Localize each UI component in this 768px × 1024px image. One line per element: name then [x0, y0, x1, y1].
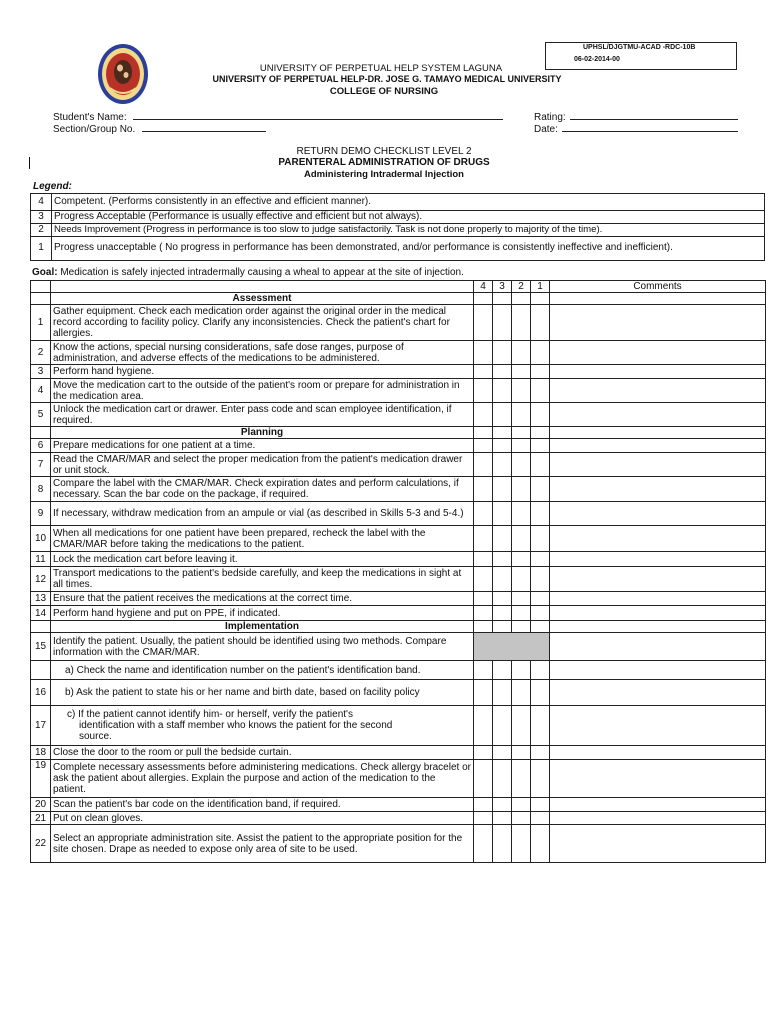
- score-cell[interactable]: [474, 606, 493, 621]
- score-cell[interactable]: [493, 760, 512, 798]
- step-text: Know the actions, special nursing considerations, safe dose ranges, purpose of administration, and adverse effects of the medications to be administered.: [51, 341, 474, 365]
- legend-text: Progress unacceptable ( No progress in performance has been demonstrated, and/or performance is consistently ineffective and inefficient).: [52, 237, 765, 261]
- step-number: 14: [31, 606, 51, 621]
- legend-score: 1: [31, 237, 52, 261]
- date-label: Date:: [534, 124, 558, 135]
- step-number: 6: [31, 439, 51, 453]
- table-row: [31, 403, 766, 427]
- step-number: 5: [31, 403, 51, 427]
- step-number: 17: [31, 706, 51, 746]
- legend-table: [30, 193, 765, 261]
- comment-cell[interactable]: [550, 305, 766, 341]
- shaded-score-cell: [474, 633, 550, 661]
- checklist-level-title: RETURN DEMO CHECKLIST LEVEL 2: [296, 146, 472, 157]
- score-cell[interactable]: [474, 706, 493, 746]
- score-cell[interactable]: [493, 746, 512, 760]
- legend-row: [31, 237, 765, 261]
- score-cell[interactable]: [531, 439, 550, 453]
- score-cell[interactable]: [512, 680, 531, 706]
- legend-text: Competent. (Performs consistently in an effective and efficient manner).: [52, 194, 765, 211]
- section-row-implementation: [31, 621, 766, 633]
- section-field: [53, 122, 266, 135]
- step-number: 12: [31, 567, 51, 592]
- comment-cell[interactable]: [550, 403, 766, 427]
- score-cell[interactable]: [474, 477, 493, 502]
- score-cell[interactable]: [531, 365, 550, 379]
- score-cell[interactable]: [474, 341, 493, 365]
- table-row: [31, 825, 766, 863]
- score-cell[interactable]: [512, 825, 531, 863]
- score-cell[interactable]: [474, 680, 493, 706]
- step-number: 13: [31, 592, 51, 606]
- score-cell[interactable]: [493, 680, 512, 706]
- step-text: Gather equipment. Check each medication order against the original order in the medical record according to facility policy. Clarify any inconsistencies. Check the patient's chart for allergies.: [51, 305, 474, 341]
- score-cell[interactable]: [531, 341, 550, 365]
- step-text: Identify the patient. Usually, the patient should be identified using two methods. Compare information with the CMAR/MAR.: [51, 633, 474, 661]
- table-row: [31, 592, 766, 606]
- comments-col-header: Comments: [550, 281, 766, 293]
- legend-text: Needs Improvement (Progress in performance is too slow to judge satisfactorily. Task is not done properly to majority of the time).: [52, 224, 765, 237]
- date-field: [534, 122, 738, 135]
- step-text: Scan the patient's bar code on the identification band, if required.: [51, 798, 474, 812]
- score-cell[interactable]: [531, 403, 550, 427]
- comment-cell[interactable]: [550, 477, 766, 502]
- score-cell[interactable]: [512, 502, 531, 526]
- step-number: 11: [31, 552, 51, 567]
- step-text: [51, 706, 474, 746]
- score-cell[interactable]: [531, 746, 550, 760]
- legend-title: Legend:: [33, 181, 72, 192]
- table-row: [31, 567, 766, 592]
- goal-statement: [32, 267, 464, 278]
- step-text: When all medications for one patient have been prepared, recheck the label with the CMAR/MAR before taking the medications to the patient.: [51, 526, 474, 552]
- section-title: Planning: [51, 427, 474, 439]
- score-cell[interactable]: [512, 592, 531, 606]
- legend-score: 3: [31, 211, 52, 224]
- student-name-label: Student's Name:: [53, 112, 127, 123]
- university-system-name: UNIVERSITY OF PERPETUAL HELP SYSTEM LAGUNA: [259, 63, 503, 74]
- comment-cell[interactable]: [550, 365, 766, 379]
- table-row: [31, 760, 766, 798]
- score-cell[interactable]: [493, 606, 512, 621]
- score-cell[interactable]: [493, 453, 512, 477]
- score-cell[interactable]: [493, 477, 512, 502]
- score-cell[interactable]: [474, 365, 493, 379]
- step-text: Move the medication cart to the outside of the patient's room or prepare for administration in the medication area.: [51, 379, 474, 403]
- score-col-4-header: 4: [474, 281, 493, 293]
- legend-row: [31, 224, 765, 237]
- step-number: 9: [31, 502, 51, 526]
- step-number: 10: [31, 526, 51, 552]
- section-title: Implementation: [51, 621, 474, 633]
- college-name: COLLEGE OF NURSING: [329, 86, 439, 97]
- score-cell[interactable]: [474, 661, 493, 680]
- score-cell[interactable]: [474, 453, 493, 477]
- section-line[interactable]: [142, 122, 266, 132]
- step-number: 16: [31, 680, 51, 706]
- table-row: [31, 746, 766, 760]
- step-text: Perform hand hygiene and put on PPE, if indicated.: [51, 606, 474, 621]
- comment-cell[interactable]: [550, 633, 766, 661]
- score-cell[interactable]: [512, 403, 531, 427]
- score-cell[interactable]: [493, 403, 512, 427]
- table-row: [31, 661, 766, 680]
- step-number: 18: [31, 746, 51, 760]
- step-text: Put on clean gloves.: [51, 812, 474, 825]
- table-row: [31, 502, 766, 526]
- score-cell[interactable]: [493, 341, 512, 365]
- table-row: [31, 439, 766, 453]
- score-cell[interactable]: [512, 706, 531, 746]
- score-cell[interactable]: [493, 592, 512, 606]
- score-cell[interactable]: [531, 760, 550, 798]
- table-row: [31, 706, 766, 746]
- step-number: 4: [31, 379, 51, 403]
- table-row: [31, 341, 766, 365]
- table-row: [31, 453, 766, 477]
- score-cell[interactable]: [512, 365, 531, 379]
- step-text-body: c) If the patient cannot identify him- or herself, verify the patient's identification with a staff member who knows the patient for the second source.: [67, 709, 393, 742]
- step-number: 21: [31, 812, 51, 825]
- section-title: Assessment: [51, 293, 474, 305]
- score-cell[interactable]: [474, 825, 493, 863]
- step-number: 19: [31, 760, 51, 798]
- section-row-assessment: [31, 293, 766, 305]
- table-row: [31, 552, 766, 567]
- rating-line[interactable]: [570, 110, 738, 120]
- score-cell[interactable]: [512, 439, 531, 453]
- comment-cell[interactable]: [550, 341, 766, 365]
- score-cell[interactable]: [531, 592, 550, 606]
- score-cell[interactable]: [531, 453, 550, 477]
- score-cell[interactable]: [512, 305, 531, 341]
- score-cell[interactable]: [474, 798, 493, 812]
- step-number: 3: [31, 365, 51, 379]
- step-text: Unlock the medication cart or drawer. Enter pass code and scan employee identification, if required.: [51, 403, 474, 427]
- score-col-1-header: 1: [531, 281, 550, 293]
- score-cell[interactable]: [474, 439, 493, 453]
- score-cell[interactable]: [531, 379, 550, 403]
- step-text: [51, 661, 474, 680]
- score-cell[interactable]: [531, 812, 550, 825]
- table-row: [31, 606, 766, 621]
- step-text: Complete necessary assessments before administering medications. Check allergy bracelet or ask the patient about allergies. Explain the purpose and action of the medication to the patient.: [51, 760, 474, 798]
- score-cell[interactable]: [474, 812, 493, 825]
- score-cell[interactable]: [512, 746, 531, 760]
- score-cell[interactable]: [474, 592, 493, 606]
- score-cell[interactable]: [512, 812, 531, 825]
- score-cell[interactable]: [512, 477, 531, 502]
- score-cell[interactable]: [474, 403, 493, 427]
- comment-cell[interactable]: [550, 661, 766, 680]
- score-cell[interactable]: [531, 680, 550, 706]
- score-cell[interactable]: [512, 526, 531, 552]
- score-cell[interactable]: [474, 567, 493, 592]
- score-cell[interactable]: [531, 305, 550, 341]
- procedure-title: Administering Intradermal Injection: [304, 169, 464, 180]
- score-cell[interactable]: [531, 825, 550, 863]
- table-row: [31, 365, 766, 379]
- legend-text: Progress Acceptable (Performance is usually effective and efficient but not always).: [52, 211, 765, 224]
- section-label: Section/Group No.: [53, 124, 136, 135]
- comment-cell[interactable]: [550, 502, 766, 526]
- score-cell[interactable]: [512, 760, 531, 798]
- comment-cell[interactable]: [550, 526, 766, 552]
- step-number: 8: [31, 477, 51, 502]
- step-text: Prepare medications for one patient at a time.: [51, 439, 474, 453]
- comment-cell[interactable]: [550, 567, 766, 592]
- comment-cell[interactable]: [550, 453, 766, 477]
- score-cell[interactable]: [493, 706, 512, 746]
- legend-score: 4: [31, 194, 52, 211]
- table-row: [31, 812, 766, 825]
- comment-cell[interactable]: [550, 760, 766, 798]
- step-text: If necessary, withdraw medication from an ampule or vial (as described in Skills 5-3 and 5-4.): [51, 502, 474, 526]
- step-text: Perform hand hygiene.: [51, 365, 474, 379]
- step-text: Close the door to the room or pull the bedside curtain.: [51, 746, 474, 760]
- score-cell[interactable]: [474, 502, 493, 526]
- step-number: 20: [31, 798, 51, 812]
- score-cell[interactable]: [531, 706, 550, 746]
- comment-cell[interactable]: [550, 812, 766, 825]
- table-row: [31, 305, 766, 341]
- score-cell[interactable]: [512, 606, 531, 621]
- score-cell[interactable]: [512, 341, 531, 365]
- step-text: Read the CMAR/MAR and select the proper medication from the patient's medication drawer or unit stock.: [51, 453, 474, 477]
- step-text: Lock the medication cart before leaving it.: [51, 552, 474, 567]
- comment-cell[interactable]: [550, 680, 766, 706]
- step-text-clipped: a) Check the name and identification number on the patient's identification band.: [65, 664, 421, 676]
- step-number: 1: [31, 305, 51, 341]
- medical-university-name: UNIVERSITY OF PERPETUAL HELP-DR. JOSE G. TAMAYO MEDICAL UNIVERSITY: [212, 74, 562, 84]
- table-row: [31, 526, 766, 552]
- table-row: [31, 798, 766, 812]
- table-header-row: [31, 281, 766, 293]
- comment-cell[interactable]: [550, 746, 766, 760]
- score-cell[interactable]: [531, 526, 550, 552]
- score-cell[interactable]: [493, 661, 512, 680]
- score-col-2-header: 2: [512, 281, 531, 293]
- score-cell[interactable]: [531, 502, 550, 526]
- comment-cell[interactable]: [550, 825, 766, 863]
- subject-title: PARENTERAL ADMINISTRATION OF DRUGS: [278, 157, 490, 168]
- score-cell[interactable]: [512, 453, 531, 477]
- legend-score: 2: [31, 224, 52, 237]
- score-cell[interactable]: [531, 661, 550, 680]
- table-row: [31, 379, 766, 403]
- date-line[interactable]: [562, 122, 738, 132]
- step-number: [31, 661, 51, 680]
- score-col-3-header: 3: [493, 281, 512, 293]
- score-cell[interactable]: [531, 552, 550, 567]
- step-text: Compare the label with the CMAR/MAR. Check expiration dates and perform calculations, if necessary. Scan the bar code on the package, if required.: [51, 477, 474, 502]
- score-cell[interactable]: [531, 606, 550, 621]
- step-text: Select an appropriate administration site. Assist the patient to the appropriate position for the site chosen. Drape as needed to expose only area of site to be used.: [51, 825, 474, 863]
- score-cell[interactable]: [493, 552, 512, 567]
- step-number: 2: [31, 341, 51, 365]
- score-cell[interactable]: [531, 798, 550, 812]
- comment-cell[interactable]: [550, 592, 766, 606]
- document-date-code: 06-02-2014-00: [574, 56, 620, 63]
- comment-cell[interactable]: [550, 552, 766, 567]
- document-code: UPHSL/DJGTMU-ACAD -RDC-10B: [583, 44, 696, 51]
- step-text: Ensure that the patient receives the medications at the correct time.: [51, 592, 474, 606]
- score-cell[interactable]: [474, 746, 493, 760]
- score-cell[interactable]: [474, 379, 493, 403]
- step-number: 15: [31, 633, 51, 661]
- checklist-table: [30, 280, 766, 863]
- section-row-planning: [31, 427, 766, 439]
- score-cell[interactable]: [493, 365, 512, 379]
- score-cell[interactable]: [493, 798, 512, 812]
- score-cell[interactable]: [512, 798, 531, 812]
- score-cell[interactable]: [474, 760, 493, 798]
- table-row: [31, 477, 766, 502]
- score-cell[interactable]: [512, 567, 531, 592]
- step-number: 22: [31, 825, 51, 863]
- comment-cell[interactable]: [550, 706, 766, 746]
- step-number: 7: [31, 453, 51, 477]
- goal-label: Goal:: [32, 267, 58, 278]
- table-row: [31, 680, 766, 706]
- score-cell[interactable]: [493, 439, 512, 453]
- score-cell[interactable]: [493, 379, 512, 403]
- score-cell[interactable]: [493, 825, 512, 863]
- score-cell[interactable]: [531, 477, 550, 502]
- score-cell[interactable]: [493, 812, 512, 825]
- score-cell[interactable]: [474, 305, 493, 341]
- comment-cell[interactable]: [550, 379, 766, 403]
- comment-cell[interactable]: [550, 606, 766, 621]
- legend-row: [31, 211, 765, 224]
- table-row: [31, 633, 766, 661]
- score-cell[interactable]: [512, 379, 531, 403]
- legend-row: [31, 194, 765, 211]
- score-cell[interactable]: [512, 661, 531, 680]
- score-cell[interactable]: [493, 567, 512, 592]
- student-name-line[interactable]: [133, 110, 503, 120]
- score-cell[interactable]: [474, 526, 493, 552]
- step-text: Transport medications to the patient's bedside carefully, and keep the medications in sight at all times.: [51, 567, 474, 592]
- score-cell[interactable]: [512, 552, 531, 567]
- score-cell[interactable]: [493, 526, 512, 552]
- step-text: b) Ask the patient to state his or her name and birth date, based on facility policy: [51, 680, 474, 706]
- comment-cell[interactable]: [550, 439, 766, 453]
- score-cell[interactable]: [493, 502, 512, 526]
- rating-label: Rating:: [534, 112, 566, 123]
- comment-cell[interactable]: [550, 798, 766, 812]
- score-cell[interactable]: [493, 305, 512, 341]
- score-cell[interactable]: [474, 552, 493, 567]
- goal-text: Medication is safely injected intradermally causing a wheal to appear at the site of injection.: [57, 267, 464, 278]
- score-cell[interactable]: [531, 567, 550, 592]
